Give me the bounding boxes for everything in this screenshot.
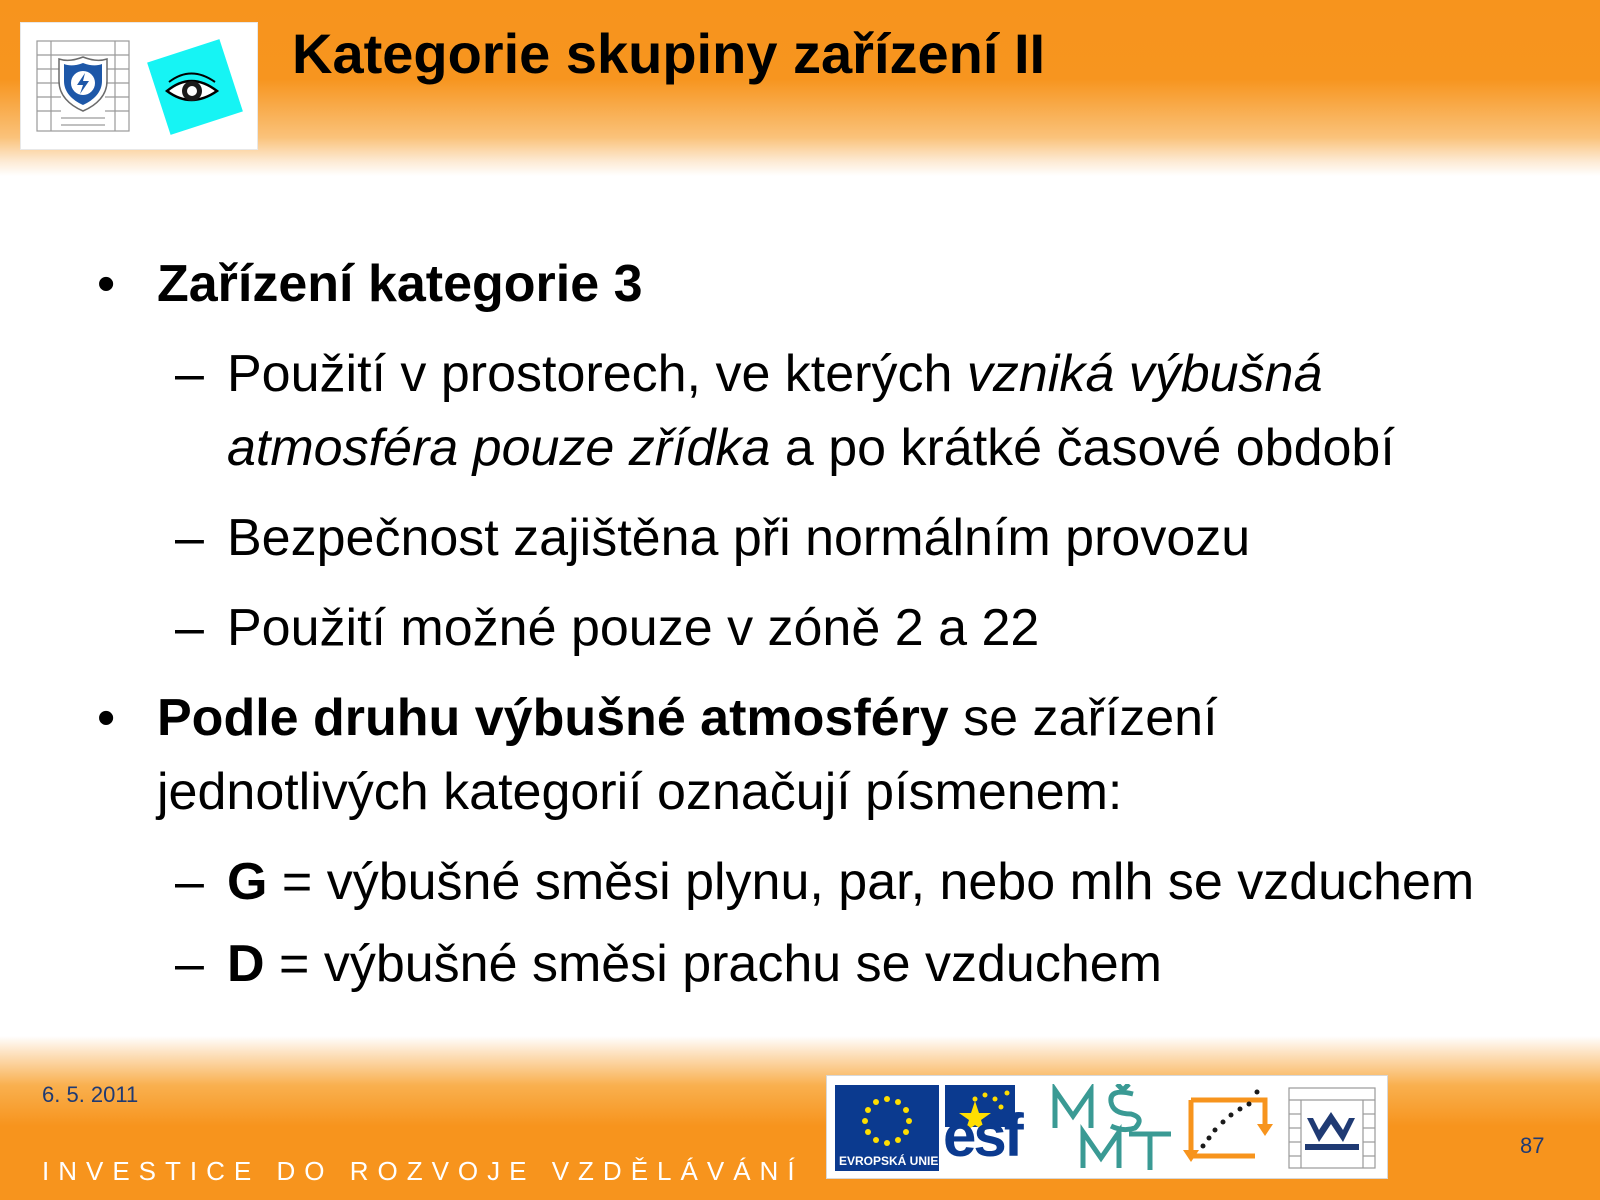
- sub-item-1-normal-2: a po krátké časové období: [770, 419, 1395, 477]
- sub-item-2: Bezpečnost zajištěna při normálním provozu: [227, 509, 1251, 567]
- faculty-logo-icon: [1285, 1084, 1381, 1172]
- bullet-marker: •: [97, 689, 116, 747]
- sub-item-d: [227, 934, 1162, 994]
- op-vk-logo-icon: [1183, 1084, 1279, 1172]
- sub-item-g: [227, 852, 1474, 912]
- sponsor-logos: [826, 1075, 1388, 1179]
- letter-d: D: [227, 935, 265, 993]
- bullet-2-rest: se zařízení: [948, 689, 1218, 747]
- sub-item-1-italic-2: atmosféra pouze zřídka: [227, 419, 771, 477]
- eu-label: EVROPSKÁ UNIE: [839, 1154, 939, 1168]
- sub-item-1-line-2: [227, 418, 1395, 478]
- slide-title: Kategorie skupiny zařízení II: [292, 22, 1046, 85]
- dash-marker: –: [175, 345, 204, 403]
- bullet-2-line-1: [157, 688, 1218, 748]
- bullet-2-bold: Podle druhu výbušné atmosféry: [157, 689, 949, 747]
- sub-item-1-line-1: [227, 344, 1322, 404]
- msmt-logo-icon: [1049, 1084, 1177, 1172]
- dash-marker: –: [175, 599, 204, 657]
- sub-item-1-normal: Použití v prostorech, ve kterých: [227, 345, 967, 403]
- footer-date: 6. 5. 2011: [42, 1082, 139, 1107]
- dash-marker: –: [175, 935, 204, 993]
- letter-g: G: [227, 853, 268, 911]
- sub-item-3: Použití možné pouze v zóně 2 a 22: [227, 599, 1040, 657]
- dash-marker: –: [175, 853, 204, 911]
- esf-label: esf: [943, 1102, 1021, 1169]
- sub-item-g-text: = výbušné směsi plynu, par, nebo mlh se vzduchem: [267, 853, 1475, 911]
- eye-safety-icon: [143, 35, 247, 139]
- dash-marker: –: [175, 509, 204, 567]
- bullet-1-text: Zařízení kategorie 3: [157, 255, 643, 313]
- footer-tagline: INVESTICE DO ROZVOJE VZDĚLÁVÁNÍ: [42, 1156, 804, 1186]
- sub-item-1-italic: vzniká výbušná: [966, 345, 1323, 403]
- bullet-2-line-2: jednotlivých kategorií označují písmenem:: [157, 763, 1123, 821]
- page-number: 87: [1520, 1133, 1545, 1158]
- sub-item-d-text: = výbušné směsi prachu se vzduchem: [264, 935, 1162, 993]
- bullet-marker: •: [97, 255, 116, 313]
- header-logo-box: [20, 22, 258, 150]
